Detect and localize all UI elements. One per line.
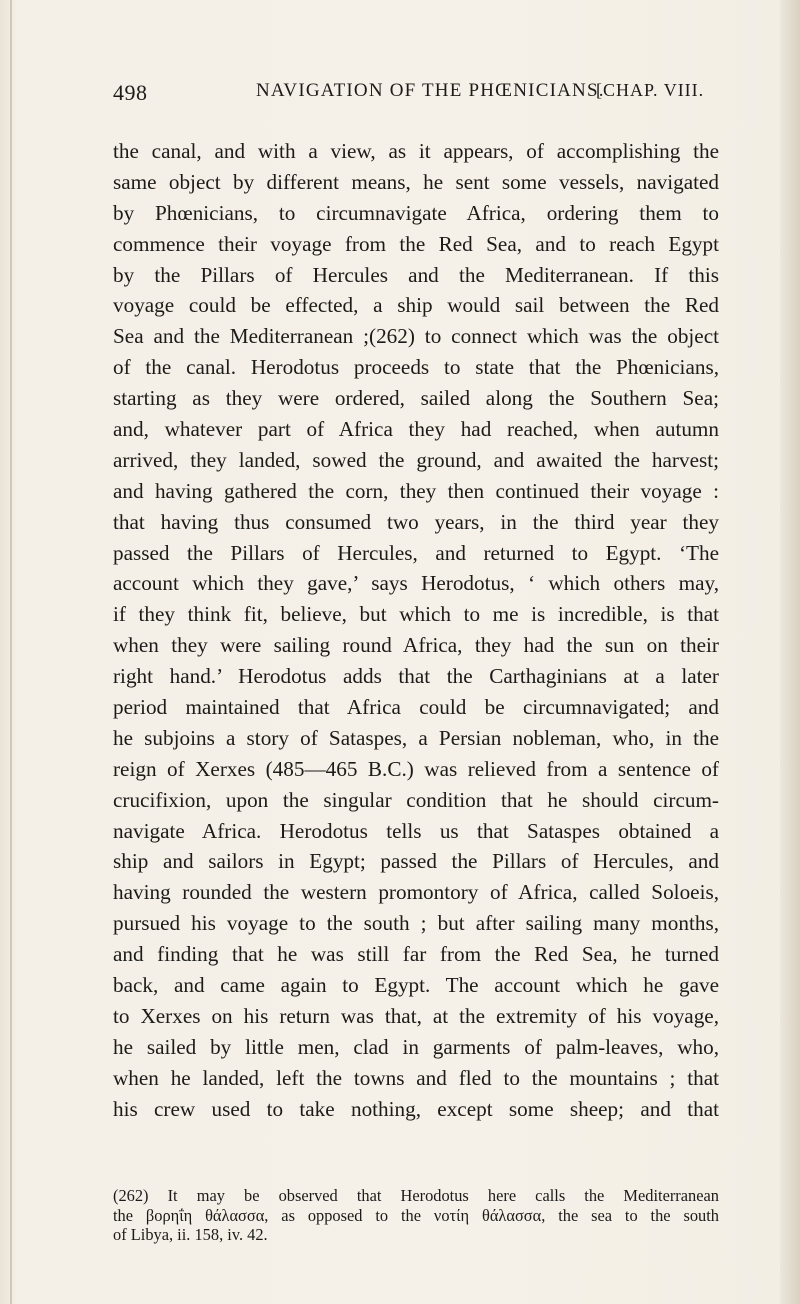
text-line: reign of Xerxes (485—465 B.C.) was relieved from a sentence of	[113, 756, 719, 781]
text-line: commence their voyage from the Red Sea, and to reach Egypt	[113, 231, 719, 256]
text-line: Sea and the Mediterranean ;(262) to connect which was the object	[113, 324, 719, 349]
text-line: pursued his voyage to the south ; but after sailing many months,	[113, 911, 719, 936]
text-line: when they were sailing round Africa, they had the sun on their	[113, 633, 719, 658]
text-line: he sailed by little men, clad in garments of palm-leaves, who,	[113, 1034, 719, 1059]
text-line: that having thus consumed two years, in the third year they	[113, 509, 719, 534]
text-line: back, and came again to Egypt. The account which he gave	[113, 973, 719, 998]
page-header	[113, 80, 733, 110]
footnote	[113, 1186, 719, 1245]
text-line: same object by different means, he sent some vessels, navigated	[113, 169, 719, 194]
text-line: ship and sailors in Egypt; passed the Pillars of Hercules, and	[113, 849, 719, 874]
text-line: when he landed, left the towns and fled to the mountains ; that	[113, 1065, 719, 1090]
chapter-mark: [CHAP. VIII.	[596, 80, 705, 100]
text-line: his crew used to take nothing, except some sheep; and that	[113, 1096, 719, 1121]
text-line: right hand.’ Herodotus adds that the Carthaginians at a later	[113, 664, 719, 689]
text-line: the canal, and with a view, as it appears, of accomplishing the	[113, 139, 719, 163]
text-line: and having gathered the corn, they then continued their voyage :	[113, 478, 719, 503]
running-head: NAVIGATION OF THE PHŒNICIANS.	[256, 80, 605, 101]
text-line: by the Pillars of Hercules and the Mediterranean. If this	[113, 262, 719, 287]
text-line: account which they gave,’ says Herodotus, ‘ which others may,	[113, 571, 719, 596]
page-number: 498	[113, 80, 148, 105]
footnote-line: (262) It may be observed that Herodotus here calls the Mediterranean	[113, 1186, 719, 1205]
footnote-line: of Libya, ii. 158, iv. 42.	[113, 1225, 268, 1245]
text-line: if they think fit, believe, but which to me is incredible, is that	[113, 602, 719, 627]
text-line: crucifixion, upon the singular condition that he should circum-	[113, 787, 719, 812]
text-line: by Phœnicians, to circumnavigate Africa, ordering them to	[113, 200, 719, 225]
text-line: voyage could be effected, a ship would sail between the Red	[113, 293, 719, 318]
text-line: and finding that he was still far from the Red Sea, he turned	[113, 942, 719, 967]
text-line: passed the Pillars of Hercules, and returned to Egypt. ‘The	[113, 540, 719, 565]
text-line: arrived, they landed, sowed the ground, and awaited the harvest;	[113, 447, 719, 472]
page-gutter-edge	[10, 0, 12, 1304]
text-line: and, whatever part of Africa they had reached, when autumn	[113, 417, 719, 442]
text-line: to Xerxes on his return was that, at the extremity of his voyage,	[113, 1003, 719, 1028]
footnote-line: the βορηΐη θάλασσα, as opposed to the νοτίη θάλασσα, the sea to the south	[113, 1205, 719, 1225]
text-line: starting as they were ordered, sailed along the Southern Sea;	[113, 386, 719, 411]
text-line: having rounded the western promontory of Africa, called Soloeis,	[113, 880, 719, 905]
text-line: he subjoins a story of Sataspes, a Persian nobleman, who, in the	[113, 725, 719, 750]
body-text	[113, 136, 719, 1125]
text-line: of the canal. Herodotus proceeds to state that the Phœnicians,	[113, 355, 719, 380]
page-fore-edge	[780, 0, 800, 1304]
text-line: period maintained that Africa could be circumnavigated; and	[113, 695, 719, 720]
text-line: navigate Africa. Herodotus tells us that Sataspes obtained a	[113, 818, 719, 843]
